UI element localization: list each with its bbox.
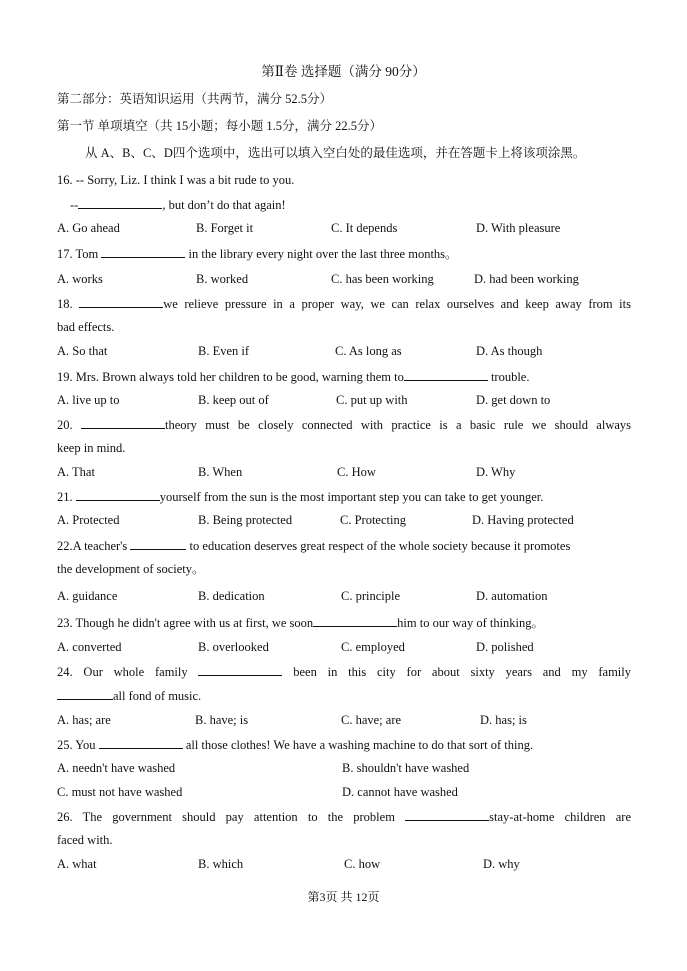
option-d: D. Having protected xyxy=(472,513,574,527)
option-c: C. Protecting xyxy=(340,513,406,527)
answer-blank xyxy=(79,295,163,308)
page-number: 第3页 共 12页 xyxy=(307,890,380,904)
option-a: A. Protected xyxy=(57,513,120,527)
answer-blank xyxy=(99,736,183,749)
option-d: D. cannot have washed xyxy=(342,785,458,799)
option-b: B. overlooked xyxy=(198,640,269,654)
answer-blank xyxy=(313,614,397,627)
answer-blank xyxy=(198,663,282,676)
question-16-line-1: 16. -- Sorry, Liz. I think I was a bit rude to you. xyxy=(57,173,295,187)
option-b: B. keep out of xyxy=(198,393,269,407)
question-18-line-1: 18. we relieve pressure in a proper way, we can relax ourselves and keep away from its xyxy=(57,297,631,311)
option-b: B. which xyxy=(198,857,244,871)
question-18-line-2: bad effects. xyxy=(57,320,115,334)
option-c: C. has been working xyxy=(331,272,434,286)
option-c: C. how xyxy=(344,857,381,871)
question-24-line-2: all fond of music. xyxy=(57,687,201,704)
answer-blank xyxy=(57,687,113,700)
question-26-line-2: faced with. xyxy=(57,833,113,847)
question-21: 21. yourself from the sun is the most important step you can take to get younger. xyxy=(57,490,544,504)
option-b: B. shouldn't have washed xyxy=(342,761,470,775)
question-19: 19. Mrs. Brown always told her children to be good, warning them to trouble. xyxy=(57,370,530,384)
option-c: C. put up with xyxy=(336,393,408,407)
option-a: A. That xyxy=(57,465,95,479)
option-c: C. As long as xyxy=(335,344,402,358)
option-d: D. With pleasure xyxy=(476,221,561,235)
answer-blank xyxy=(404,368,488,381)
option-c: C. It depends xyxy=(331,221,398,235)
option-d: D. polished xyxy=(476,640,534,654)
answer-blank xyxy=(101,245,185,258)
question-20-line-2: keep in mind. xyxy=(57,441,126,455)
question-22-line-1: 22.A teacher's to education deserves great respect of the whole society because it promotes xyxy=(57,539,571,553)
option-c: C. have; are xyxy=(341,713,402,727)
paper-title: 第Ⅱ卷 选择题（满分 90分） xyxy=(261,64,426,79)
option-d: D. why xyxy=(483,857,520,871)
option-c: C. employed xyxy=(341,640,405,654)
option-b: B. Being protected xyxy=(198,513,293,527)
option-d: D. automation xyxy=(476,589,548,603)
question-20-line-1: 20. theory must be closely connected with practice is a basic rule we should always xyxy=(57,418,632,432)
section-title: 第一节 单项填空（共 15小题；每小题 1.5分，满分 22.5分） xyxy=(57,119,383,133)
option-a: A. Go ahead xyxy=(57,221,120,235)
option-a: A. needn't have washed xyxy=(57,761,176,775)
question-23: 23. Though he didn't agree with us at first, we soon him to our way of thinking。 xyxy=(57,616,545,630)
option-a: A. So that xyxy=(57,344,108,358)
question-24-line-1: 24. Our whole family been in this city for about sixty years and my family xyxy=(57,665,631,679)
option-d: D. As though xyxy=(476,344,543,358)
question-17: 17. Tom in the library every night over the last three months。 xyxy=(57,247,458,261)
instruction-text: 从 A、B、C、D四个选项中，选出可以填入空白处的最佳选项，并在答题卡上将该项涂黑。 xyxy=(85,146,586,160)
option-a: A. live up to xyxy=(57,393,120,407)
option-c: C. principle xyxy=(341,589,401,603)
option-b: B. Even if xyxy=(198,344,250,358)
option-d: D. had been working xyxy=(474,272,579,286)
option-a: A. guidance xyxy=(57,589,118,603)
answer-blank xyxy=(78,196,162,209)
part-title: 第二部分：英语知识运用（共两节，满分 52.5分） xyxy=(57,92,333,106)
answer-blank xyxy=(405,808,489,821)
option-a: A. what xyxy=(57,857,97,871)
option-c: C. How xyxy=(337,465,376,479)
option-b: B. Forget it xyxy=(196,221,254,235)
answer-blank xyxy=(130,537,186,550)
question-16-line-2: -- , but don’t do that again! xyxy=(70,198,286,212)
answer-blank xyxy=(76,488,160,501)
option-a: A. has; are xyxy=(57,713,111,727)
answer-blank xyxy=(81,416,165,429)
option-a: A. converted xyxy=(57,640,122,654)
option-a: A. works xyxy=(57,272,103,286)
question-22-line-2: the development of society。 xyxy=(57,562,205,576)
option-d: D. has; is xyxy=(480,713,527,727)
option-b: B. worked xyxy=(196,272,249,286)
question-25: 25. You all those clothes! We have a washing machine to do that sort of thing. xyxy=(57,738,534,752)
option-b: B. dedication xyxy=(198,589,265,603)
option-d: D. Why xyxy=(476,465,516,479)
option-c: C. must not have washed xyxy=(57,785,183,799)
option-b: B. have; is xyxy=(195,713,249,727)
option-d: D. get down to xyxy=(476,393,551,407)
question-26-line-1: 26. The government should pay attention to the problem stay-at-home children are xyxy=(57,810,632,824)
option-b: B. When xyxy=(198,465,243,479)
